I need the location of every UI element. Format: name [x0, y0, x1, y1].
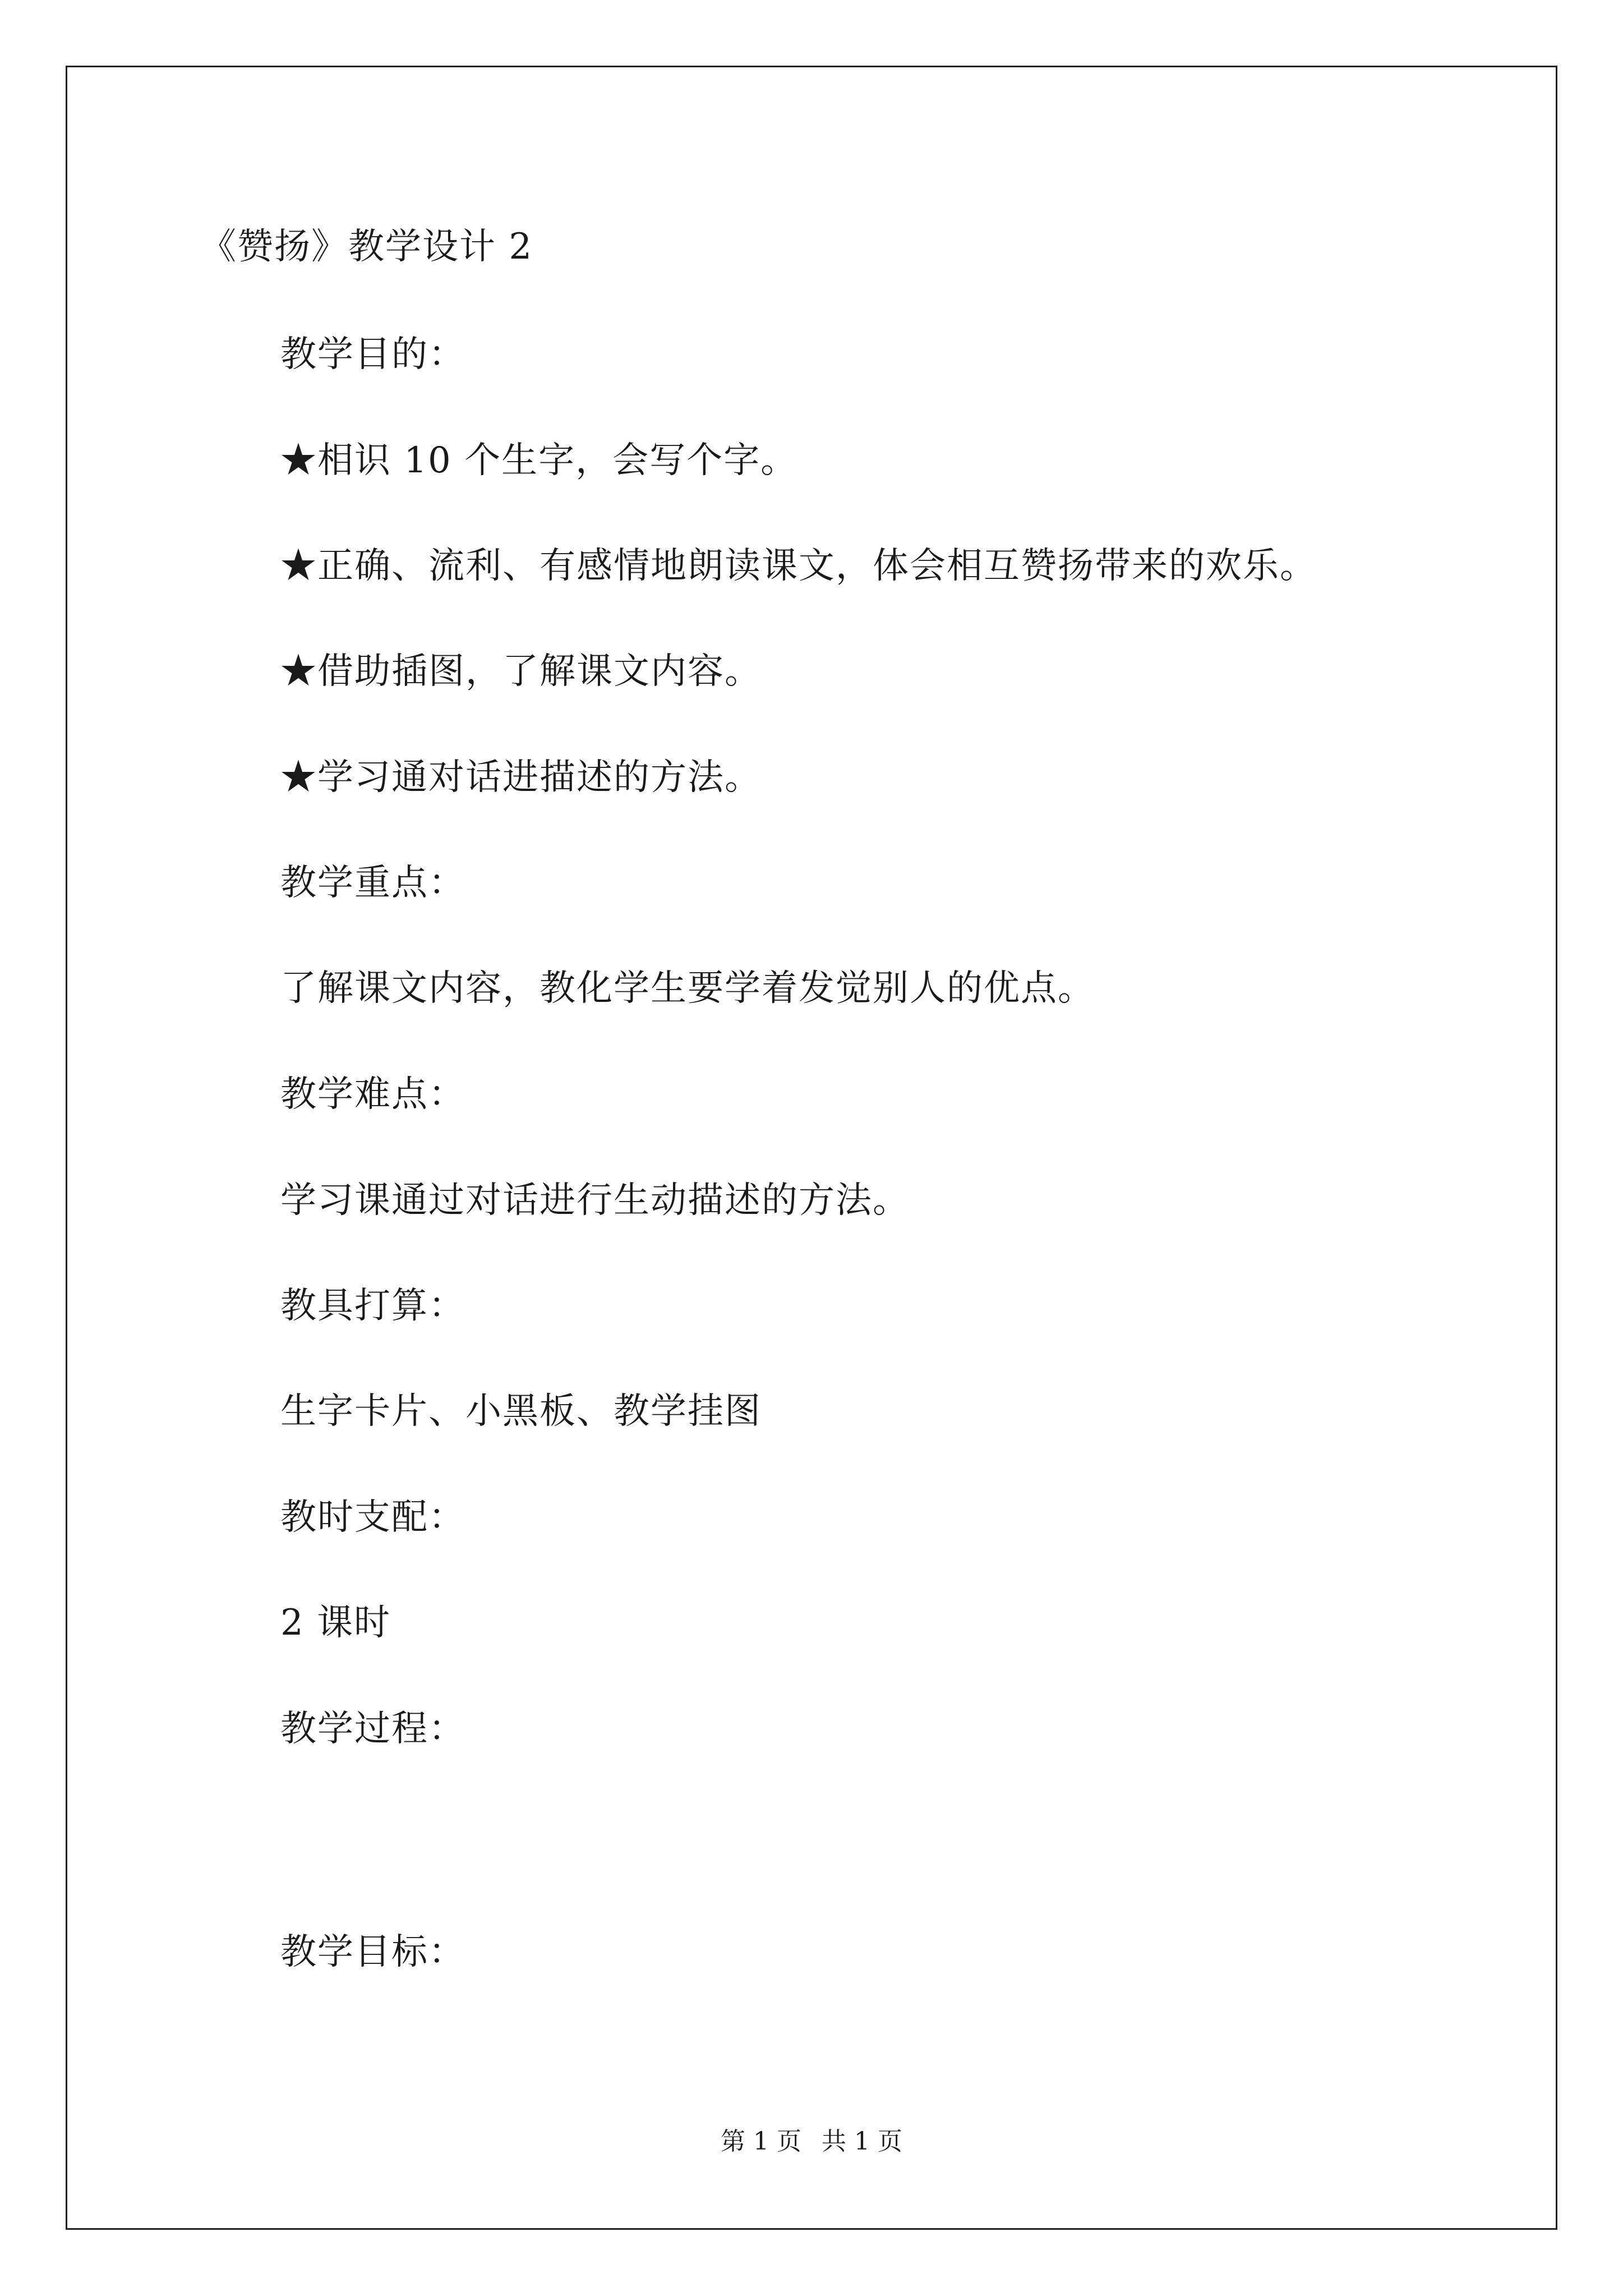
objective-item: ★相识 10 个生字，会写个字。: [280, 440, 798, 481]
page-number: 第 1 页: [721, 2127, 801, 2156]
section-heading-difficulties: 教学难点：: [280, 1074, 465, 1115]
document-title: 《赞扬》教学设计 2: [200, 226, 533, 268]
objective-item: ★学习通对话进描述的方法。: [280, 757, 762, 798]
section-heading-goals: 教学目标：: [280, 1931, 465, 1973]
section-heading-materials: 教具打算：: [280, 1285, 465, 1327]
page-border: [66, 66, 1557, 2230]
section-heading-process: 教学过程：: [280, 1708, 465, 1750]
page-footer: [0, 2126, 1623, 2157]
objective-item: ★正确、流利、有感情地朗读课文，体会相互赞扬带来的欢乐。: [280, 545, 1317, 587]
page-total: 共 1 页: [822, 2127, 902, 2156]
paragraph-text: 2 课时: [280, 1602, 391, 1644]
paragraph-text: 生字卡片、小黑板、教学挂图: [280, 1391, 762, 1432]
section-heading-schedule: 教时支配：: [280, 1497, 465, 1538]
section-heading-key-points: 教学重点：: [280, 862, 465, 904]
objective-item: ★借助插图，了解课文内容。: [280, 651, 762, 692]
section-heading-objectives: 教学目的：: [280, 334, 465, 375]
paragraph-text: 了解课文内容，教化学生要学着发觉别人的优点。: [280, 968, 1095, 1009]
paragraph-text: 学习课通过对话进行生动描述的方法。: [280, 1180, 910, 1221]
